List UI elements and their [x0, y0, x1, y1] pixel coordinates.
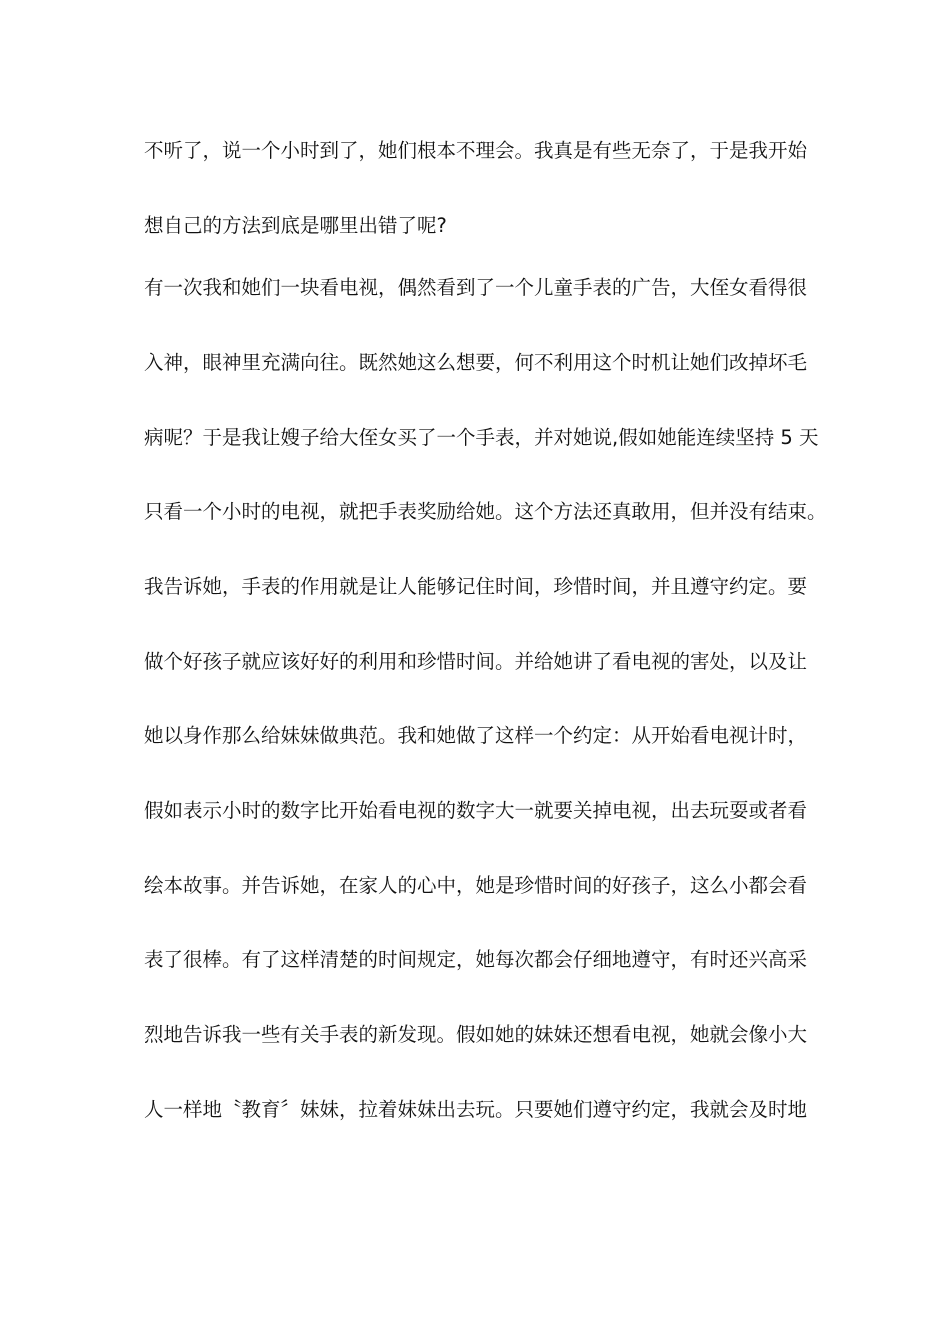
paragraph-line: 假如表示小时的数字比开始看电视的数字大一就要关掉电视，出去玩耍或者看 [144, 799, 808, 822]
paragraph-line: 入神，眼神里充满向往。既然她这么想要，何不利用这个时机让她们改掉坏毛 [144, 351, 808, 374]
paragraph-line: 人一样地〝教育〞妹妹，拉着妹妹出去玩。只要她们遵守约定，我就会及时地 [144, 1098, 808, 1121]
paragraph-line: 只看一个小时的电视，就把手表奖励给她。这个方法还真敢用，但并没有结束。 [144, 500, 827, 523]
paragraph-line: 烈地告诉我一些有关手表的新发现。假如她的妹妹还想看电视，她就会像小大 [144, 1023, 808, 1046]
paragraph-line: 表了很棒。有了这样清楚的时间规定，她每次都会仔细地遵守，有时还兴高采 [144, 948, 808, 971]
paragraph-line: 做个好孩子就应该好好的利用和珍惜时间。并给她讲了看电视的害处，以及让 [144, 650, 808, 673]
paragraph-line: 不听了，说一个小时到了，她们根本不理会。我真是有些无奈了，于是我开始 [144, 139, 808, 162]
paragraph-line: 有一次我和她们一块看电视，偶然看到了一个儿童手表的广告，大侄女看得很 [144, 276, 808, 299]
paragraph-line: 病呢？于是我让嫂子给大侄女买了一个手表，并对她说,假如她能连续坚持 5 天 [144, 426, 819, 449]
paragraph-line: 她以身作那么给妹妹做典范。我和她做了这样一个约定：从开始看电视计时， [144, 724, 808, 747]
paragraph-line: 我告诉她，手表的作用就是让人能够记住时间，珍惜时间，并且遵守约定。要 [144, 575, 808, 598]
paragraph-line: 想自己的方法到底是哪里出错了呢? [144, 214, 447, 237]
paragraph-line: 绘本故事。并告诉她，在家人的心中，她是珍惜时间的好孩子，这么小都会看 [144, 874, 808, 897]
